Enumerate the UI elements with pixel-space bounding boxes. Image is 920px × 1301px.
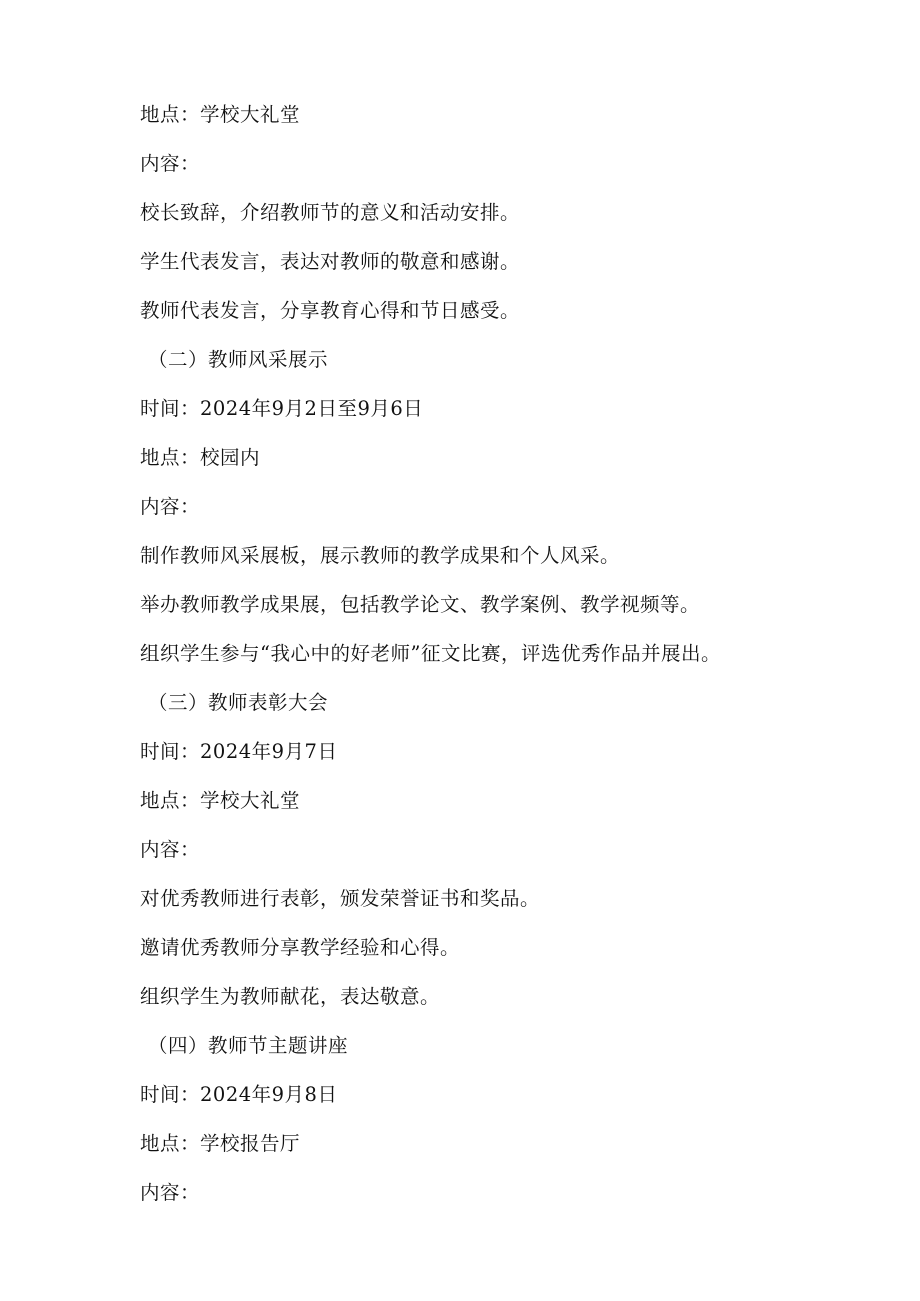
list-item: 制作教师风采展板，展示教师的教学成果和个人风采。 xyxy=(140,544,621,567)
location-line: 地点：学校大礼堂 xyxy=(140,789,301,812)
time-line: 时间：2024年9月8日 xyxy=(140,1083,338,1106)
list-item: 校长致辞，介绍教师节的意义和活动安排。 xyxy=(140,201,521,224)
location-line: 地点：学校大礼堂 xyxy=(140,103,301,126)
list-item: 组织学生参与“我心中的好老师”征文比赛，评选优秀作品并展出。 xyxy=(140,642,721,665)
time-line: 时间：2024年9月2日至9月6日 xyxy=(140,397,424,420)
time-line: 时间：2024年9月7日 xyxy=(140,740,338,763)
content-label: 内容： xyxy=(140,1181,201,1204)
content-label: 内容： xyxy=(140,838,201,861)
content-label: 内容： xyxy=(140,152,201,175)
section-heading: （三）教师表彰大会 xyxy=(148,691,329,714)
list-item: 邀请优秀教师分享教学经验和心得。 xyxy=(140,936,461,959)
list-item: 组织学生为教师献花，表达敬意。 xyxy=(140,985,441,1008)
section-heading: （四）教师节主题讲座 xyxy=(148,1034,349,1057)
list-item: 举办教师教学成果展，包括教学论文、教学案例、教学视频等。 xyxy=(140,593,701,616)
list-item: 教师代表发言，分享教育心得和节日感受。 xyxy=(140,299,521,322)
section-heading: （二）教师风采展示 xyxy=(148,348,329,371)
list-item: 对优秀教师进行表彰，颁发荣誉证书和奖品。 xyxy=(140,887,541,910)
content-label: 内容： xyxy=(140,495,201,518)
location-line: 地点：学校报告厅 xyxy=(140,1132,301,1155)
list-item: 学生代表发言，表达对教师的敬意和感谢。 xyxy=(140,250,521,273)
location-line: 地点：校园内 xyxy=(140,446,261,469)
